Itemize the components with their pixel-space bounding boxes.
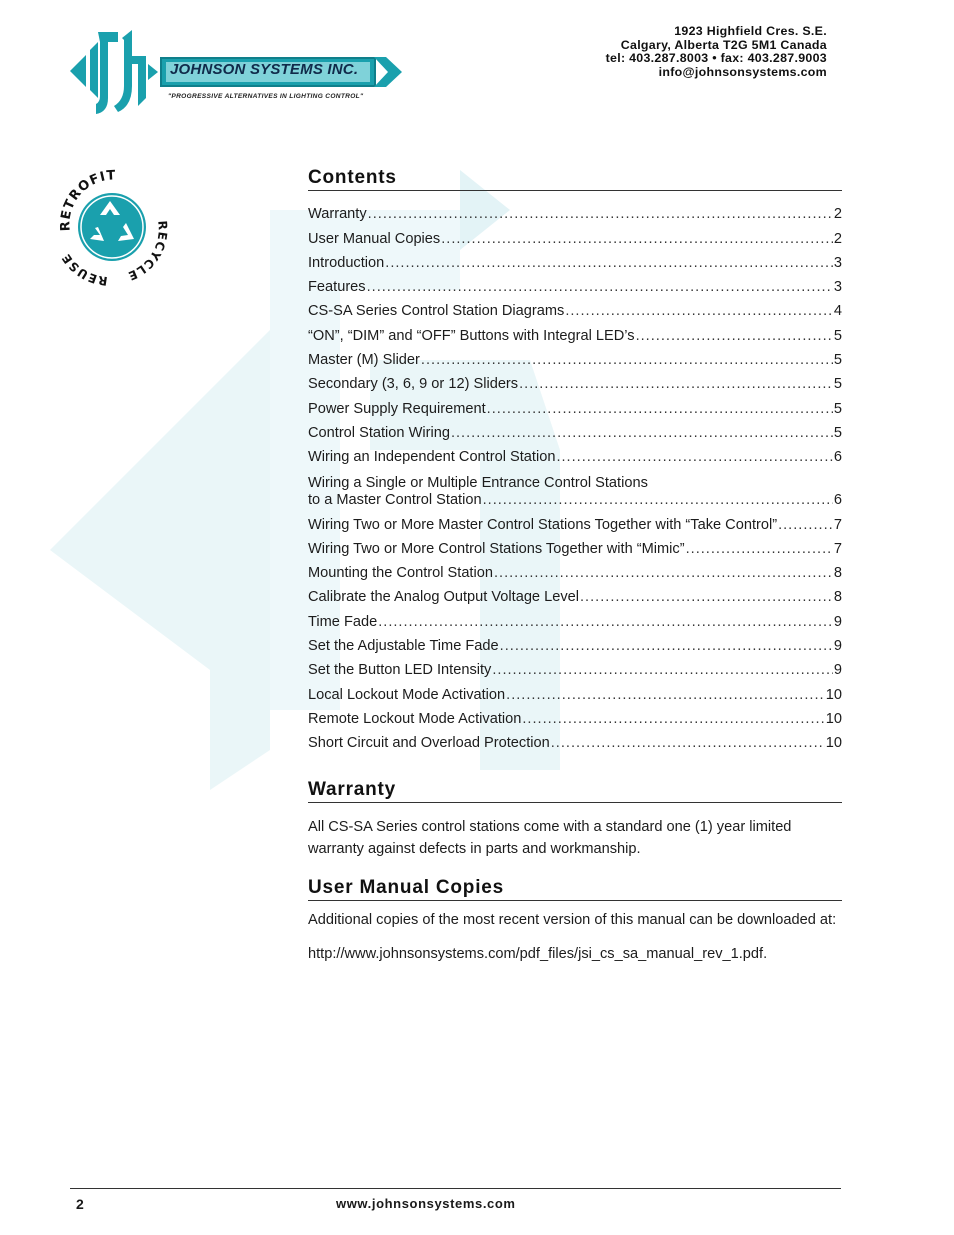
toc-entry-page: 10: [825, 710, 842, 727]
toc-entry-page: 3: [833, 254, 842, 271]
toc-entry[interactable]: [308, 558, 842, 582]
toc-entry[interactable]: [308, 223, 842, 247]
toc-entry-page: 2: [833, 230, 842, 247]
toc-entry[interactable]: [308, 418, 842, 442]
toc-entry-page: 4: [833, 303, 842, 320]
js-logo-mark-icon: [68, 26, 160, 116]
toc-entry[interactable]: [308, 655, 842, 679]
toc-entry[interactable]: [308, 728, 842, 752]
toc-entry[interactable]: [308, 272, 842, 296]
toc-entry-page: 6: [833, 492, 842, 509]
toc-entry[interactable]: [308, 606, 842, 630]
toc-entry-title: Control Station Wiring: [308, 424, 450, 441]
toc-entry-page: 9: [833, 662, 842, 679]
toc-entry-page: 10: [825, 735, 842, 752]
toc-entry-title: Wiring Two or More Master Control Stations Together with “Take Control”: [308, 516, 778, 533]
toc-entry-title: Introduction: [308, 254, 385, 271]
toc-entry[interactable]: [308, 704, 842, 728]
toc-entry-page: 3: [833, 279, 842, 296]
toc-entry-page: 9: [833, 613, 842, 630]
badge-text-retrofit: RETROFIT: [58, 168, 117, 232]
badge-text-recycle: RECYCLE: [125, 220, 170, 284]
toc-entry-page: 7: [833, 540, 842, 557]
toc-leader-dots: [522, 711, 824, 728]
toc-entry[interactable]: [308, 369, 842, 393]
toc-leader-dots: [492, 662, 833, 679]
toc-entry-title: Remote Lockout Mode Activation: [308, 710, 522, 727]
toc-entry-page: 6: [833, 449, 842, 466]
company-address: [606, 25, 827, 80]
user-manual-copies-heading: User Manual Copies: [308, 876, 842, 901]
warranty-heading: Warranty: [308, 778, 842, 803]
toc-leader-dots: [451, 425, 833, 442]
toc-entry[interactable]: [308, 345, 842, 369]
toc-entry-title: Set the Button LED Intensity: [308, 662, 492, 679]
toc-leader-dots: [367, 279, 833, 296]
toc-entry-title: Set the Adjustable Time Fade: [308, 638, 499, 655]
toc-leader-dots: [565, 303, 833, 320]
toc-entry[interactable]: [308, 631, 842, 655]
toc-entry[interactable]: [308, 296, 842, 320]
contents-heading: Contents: [308, 166, 842, 191]
manual-download-link[interactable]: http://www.johnsonsystems.com/pdf_files/jsi_cs_sa_manual_rev_1.pdf.: [308, 946, 768, 963]
badge-text-reuse: REUSE: [58, 250, 109, 289]
toc-entry-title: Wiring a Single or Multiple Entrance Control Stations: [308, 475, 648, 492]
toc-entry-page: 5: [833, 352, 842, 369]
warranty-body: All CS-SA Series control stations come with a standard one (1) year limited warranty against defects in parts and workmanship.: [308, 819, 792, 857]
address-city: Calgary, Alberta T2G 5M1 Canada: [620, 37, 827, 52]
toc-entry-page: 8: [833, 589, 842, 606]
toc-entry-title: User Manual Copies: [308, 230, 441, 247]
toc-entry-page: 10: [825, 686, 842, 703]
toc-entry-title: “ON”, “DIM” and “OFF” Buttons with Integral LED’s: [308, 327, 635, 344]
footer-page-number: 2: [76, 1196, 84, 1212]
footer-divider: [70, 1188, 841, 1189]
toc-leader-dots: [368, 206, 833, 223]
toc-entry-title-continued: to a Master Control Station: [308, 492, 482, 509]
toc-entry[interactable]: [308, 320, 842, 344]
toc-entry-title: Master (M) Slider: [308, 352, 420, 369]
toc-entry-title: Short Circuit and Overload Protection: [308, 735, 550, 752]
toc-entry-title: Local Lockout Mode Activation: [308, 686, 506, 703]
toc-entry-page: 5: [833, 400, 842, 417]
toc-entry-title: Calibrate the Analog Output Voltage Level: [308, 589, 579, 606]
toc-leader-dots: [506, 687, 825, 704]
toc-entry-page: 5: [833, 327, 842, 344]
company-tagline: "PROGRESSIVE ALTERNATIVES IN LIGHTING CONTROL": [168, 93, 364, 100]
toc-entry[interactable]: [308, 199, 842, 223]
toc-entry[interactable]: [308, 534, 842, 558]
address-phone-fax: tel: 403.287.8003 • fax: 403.287.9003: [605, 51, 827, 66]
toc-entry[interactable]: [308, 679, 842, 703]
toc-entry-title: Wiring Two or More Control Stations Together with “Mimic”: [308, 540, 685, 557]
toc-entry-title: Secondary (3, 6, 9 or 12) Sliders: [308, 376, 519, 393]
banner-arrow-icon: [374, 57, 402, 87]
toc-leader-dots: [487, 401, 833, 418]
toc-entry-page: 7: [833, 516, 842, 533]
toc-entry-page: 5: [833, 424, 842, 441]
toc-entry[interactable]: [308, 393, 842, 417]
toc-leader-dots: [500, 638, 833, 655]
toc-entry-title: Wiring an Independent Control Station: [308, 449, 556, 466]
toc-entry-page: 2: [833, 206, 842, 223]
retrofit-recycle-reuse-badge: [50, 165, 174, 289]
toc-leader-dots: [421, 352, 833, 369]
toc-entry[interactable]: [308, 248, 842, 272]
toc-entry-page: 9: [833, 638, 842, 655]
toc-leader-dots: [778, 517, 833, 534]
toc-entry-title: Warranty: [308, 206, 367, 223]
main-content: [308, 166, 842, 966]
toc-entry[interactable]: [308, 582, 842, 606]
toc-entry[interactable]: [308, 509, 842, 533]
company-name: JOHNSON SYSTEMS INC.: [170, 61, 359, 78]
toc-leader-dots: [636, 328, 833, 345]
toc-leader-dots: [686, 541, 833, 558]
toc-entry-title: Power Supply Requirement: [308, 400, 486, 417]
toc-entry-title: Time Fade: [308, 613, 378, 630]
toc-leader-dots: [580, 589, 833, 606]
table-of-contents: [308, 199, 842, 752]
toc-leader-dots: [441, 231, 833, 248]
toc-leader-dots: [556, 449, 832, 466]
toc-entry[interactable]: [308, 466, 842, 509]
footer-website[interactable]: www.johnsonsystems.com: [336, 1196, 516, 1211]
toc-leader-dots: [385, 255, 833, 272]
toc-entry[interactable]: [308, 442, 842, 466]
manual-copies-body: Additional copies of the most recent version of this manual can be downloaded at:: [308, 912, 837, 929]
toc-entry-page: 5: [833, 376, 842, 393]
toc-leader-dots: [519, 376, 833, 393]
toc-entry-page: 8: [833, 565, 842, 582]
toc-entry-title: Mounting the Control Station: [308, 565, 493, 582]
toc-leader-dots: [378, 614, 833, 631]
company-logo: [68, 26, 408, 118]
toc-entry-title: Features: [308, 279, 366, 296]
company-name-banner: [160, 57, 376, 87]
address-street: 1923 Highfield Cres. S.E.: [674, 24, 827, 38]
toc-leader-dots: [494, 565, 833, 582]
toc-leader-dots: [483, 492, 833, 509]
toc-entry-title: CS-SA Series Control Station Diagrams: [308, 303, 565, 320]
address-email: info@johnsonsystems.com: [658, 65, 827, 80]
toc-leader-dots: [551, 735, 825, 752]
